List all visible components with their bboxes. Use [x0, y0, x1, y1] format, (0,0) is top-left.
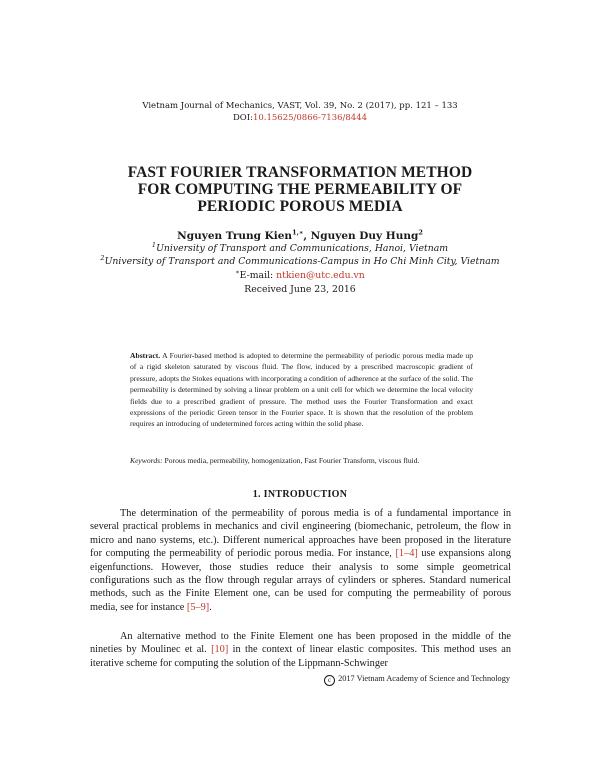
section-heading: 1. INTRODUCTION	[252, 489, 348, 500]
title-line-3: PERIODIC POROUS MEDIA	[197, 198, 403, 215]
p2-text-a: An alternative method to the Finite Element one has been proposed in the middle of the nineties by Moulinec et al.	[90, 631, 511, 656]
affiliation-1-text: University of Transport and Communications, Hanoi, Vietnam	[156, 243, 449, 254]
intro-paragraph-1	[90, 507, 511, 614]
author-list	[0, 230, 600, 242]
copyright-notice	[324, 674, 510, 686]
keywords-label: Keywords:	[130, 456, 163, 465]
abstract-label: Abstract.	[130, 351, 161, 360]
p1-text-c: .	[209, 601, 212, 613]
affiliation-2-mark: 2	[100, 253, 105, 262]
keywords-text: Porous media, permeability, homogenization, Fast Fourier Transform, viscous fluid.	[164, 456, 420, 465]
p2-text-b: in the context of linear elastic composites. This method uses an iterative scheme for computing the solution of the Lippmann-Schwinger	[90, 644, 511, 669]
journal-citation: Vietnam Journal of Mechanics, VAST, Vol. 39, No. 2 (2017), pp. 121 – 133	[142, 101, 458, 111]
doi-line	[0, 113, 600, 123]
affiliation-1-mark: 1	[151, 240, 157, 249]
email-link[interactable]: ntkien@utc.edu.vn	[276, 270, 365, 281]
doi-label: DOI:	[232, 113, 253, 123]
p1-text-a: The determination of the permeability of porous media is of a fundamental importance in several practical problems in mechanics and civil engineering (biomechanic, petroleum, the flow in micro and nano systems, etc.). Different numerical approaches have been proposed in the literature for computing the permeability of periodic porous media. For instance,	[90, 508, 511, 560]
abstract	[130, 350, 473, 430]
citation-link[interactable]: [10]	[211, 644, 229, 656]
citation-link[interactable]: [1–4]	[395, 548, 418, 560]
author-2: Nguyen Duy Hung	[310, 230, 419, 242]
affiliation-2-text: University of Transport and Communications-Campus in Ho Chi Minh City, Vietnam	[104, 256, 500, 267]
email-label: E-mail:	[239, 270, 277, 281]
affiliation-1	[0, 240, 600, 254]
received-date: Received June 23, 2016	[244, 284, 356, 295]
citation-link[interactable]: [5–9]	[186, 601, 210, 613]
paper-title	[0, 164, 600, 215]
title-line-2: FOR COMPUTING THE PERMEABILITY OF	[137, 181, 463, 198]
author-1: Nguyen Trung Kien	[177, 230, 293, 242]
abstract-text: A Fourier-based method is adopted to determine the permeability of periodic porous media made up of a rigid skeleton saturated by viscous fluid. The flow, induced by a prescribed macroscopic gradient of pressure, adopts the Stokes equations with incorporating a condition of adherence at the surface of the solid. The permeability is determined by solving a linear problem on a unit cell for which we determine the local velocity fields due to a prescribed gradient of pressure. The method uses the Fourier Transformation and exact expressions of the periodic Green tensor in the Fourier space. It is shown that the resolution of the problem requires an introducing of undetermined forces acting within the solid phase.	[130, 351, 474, 429]
keywords	[130, 455, 473, 466]
corresponding-email	[0, 267, 600, 281]
author-2-marks: 2	[418, 228, 423, 237]
intro-paragraph-2	[90, 630, 511, 670]
p1-text-b: use expansions along eigenfunctions. However, those studies reduce their analysis to some simple geometrical configurations such as the flow through regular arrays of cylinders or spheres. Standard numerical methods, such as the Finite Element one, can be used for computing the permeability of porous media, see for instance	[90, 548, 511, 613]
corresponding-star: ∗	[235, 267, 240, 276]
copyright-icon: c	[324, 675, 335, 686]
affiliation-2	[0, 253, 600, 267]
author-1-marks: 1,∗	[292, 228, 304, 237]
doi-link[interactable]: 10.15625/0866-7136/8444	[252, 113, 368, 123]
copyright-text: 2017 Vietnam Academy of Science and Technology	[338, 674, 510, 683]
author-separator: ,	[303, 230, 311, 242]
title-line-1: FAST FOURIER TRANSFORMATION METHOD	[127, 164, 473, 181]
